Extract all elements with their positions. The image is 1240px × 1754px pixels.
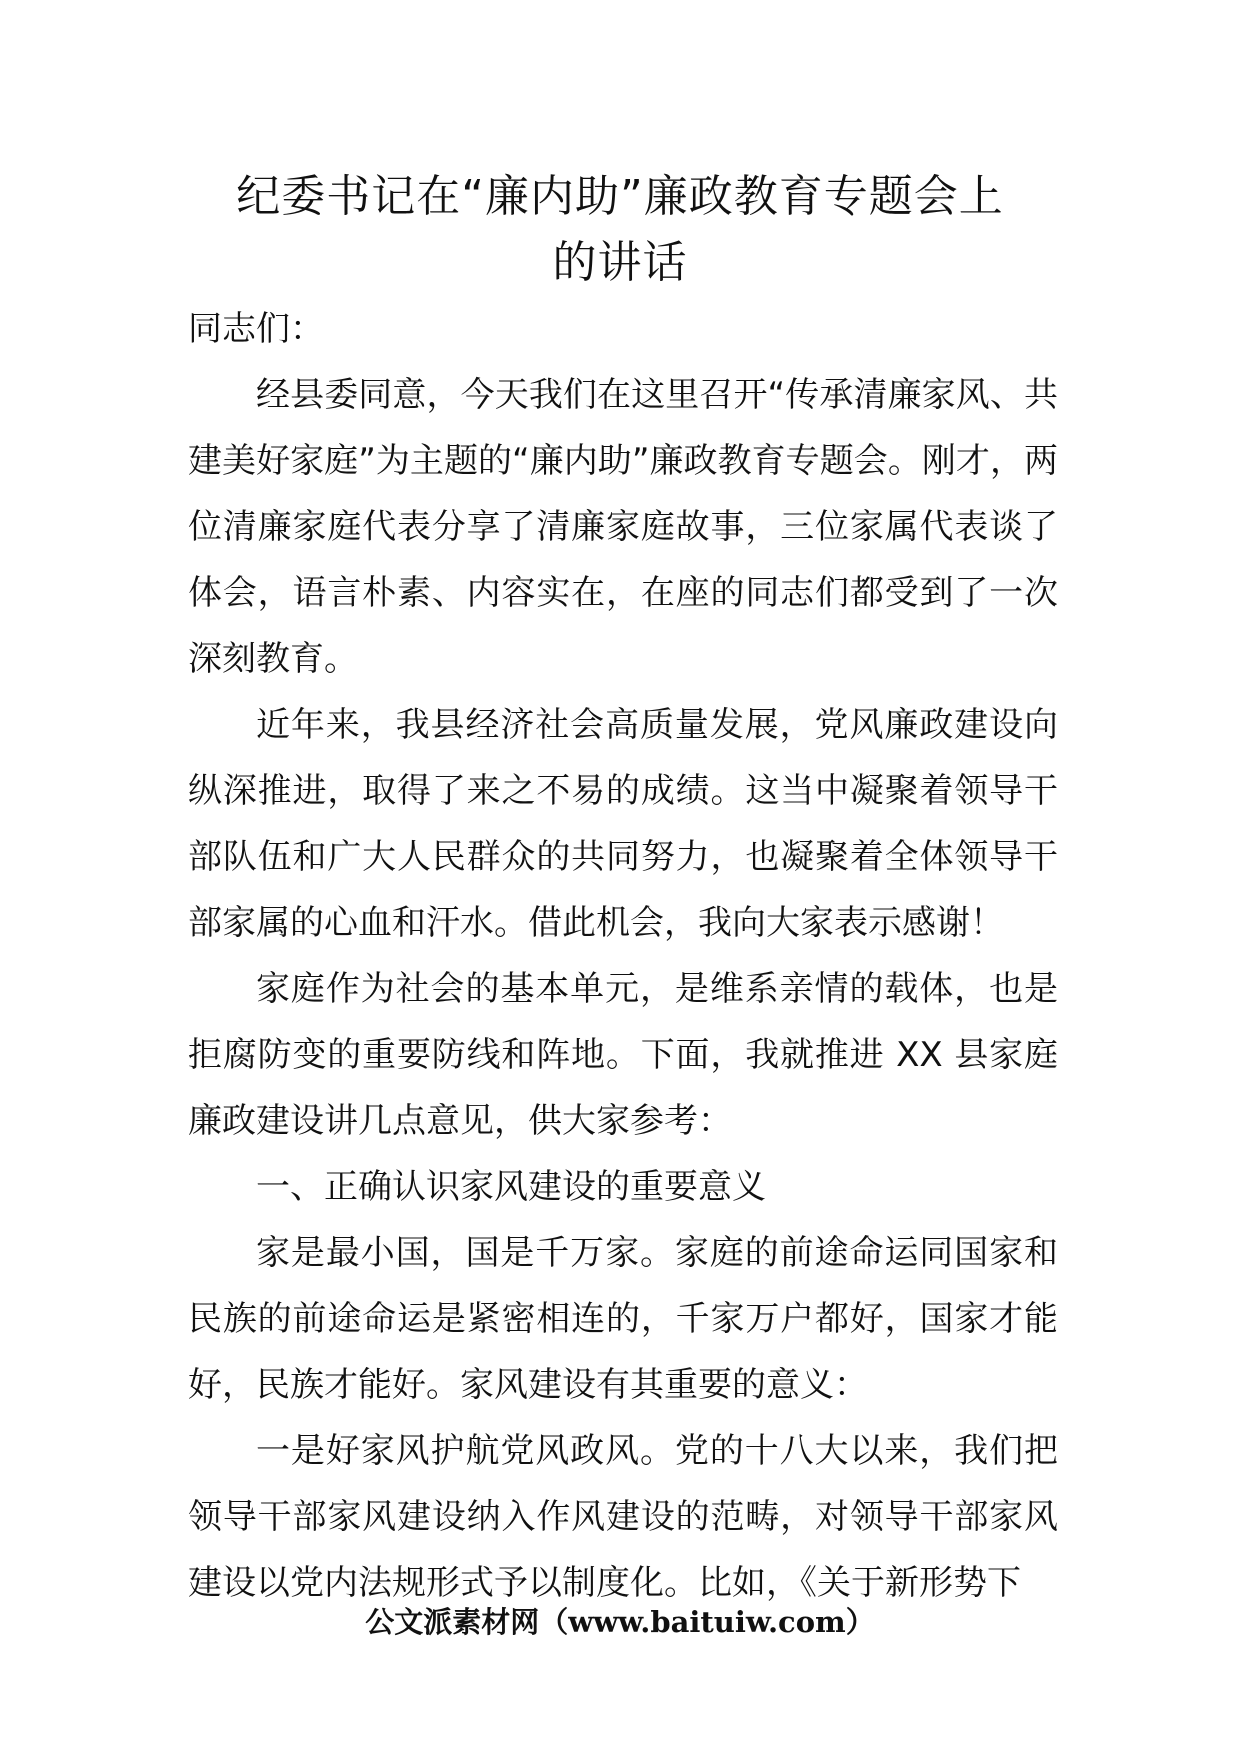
footer-source: 公文派素材网（www.baituiw.com） [365,1605,875,1639]
paragraph-2: 近年来，我县经济社会高质量发展，党风廉政建设向纵深推进，取得了来之不易的成绩。这当中凝聚着领导干部队伍和广大人民群众的共同努力，也凝聚着全体领导干部家属的心血和汗水。借此机会，我向大家表示感谢！ [188,705,1058,943]
title-line-1: 纪委书记在“廉内助”廉政教育专题会上 [236,171,1004,222]
salutation: 同志们： [188,309,324,349]
section-paragraph-2: 一是好家风护航党风政风。党的十八大以来，我们把领导干部家风建设纳入作风建设的范畴，对领导干部家风建设以党内法规形式予以制度化。比如，《关于新形势下 [188,1431,1058,1603]
paragraph-3: 家庭作为社会的基本单元，是维系亲情的载体，也是拒腐防变的重要防线和阵地。下面，我就推进 XX 县家庭廉政建设讲几点意见，供大家参考： [188,969,1058,1141]
section-heading: 一、正确认识家风建设的重要意义 [256,1167,766,1207]
document-body [188,296,1058,1616]
title-line-2: 的讲话 [552,237,688,288]
section-paragraph-1: 家是最小国，国是千万家。家庭的前途命运同国家和民族的前途命运是紧密相连的，千家万户都好，国家才能好，民族才能好。家风建设有其重要的意义： [188,1233,1058,1405]
document-title [180,164,1060,296]
paragraph-1: 经县委同意，今天我们在这里召开“传承清廉家风、共建美好家庭”为主题的“廉内助”廉政教育专题会。刚才，两位清廉家庭代表分享了清廉家庭故事，三位家属代表谈了体会，语言朴素、内容实在，在座的同志们都受到了一次深刻教育。 [188,375,1058,679]
